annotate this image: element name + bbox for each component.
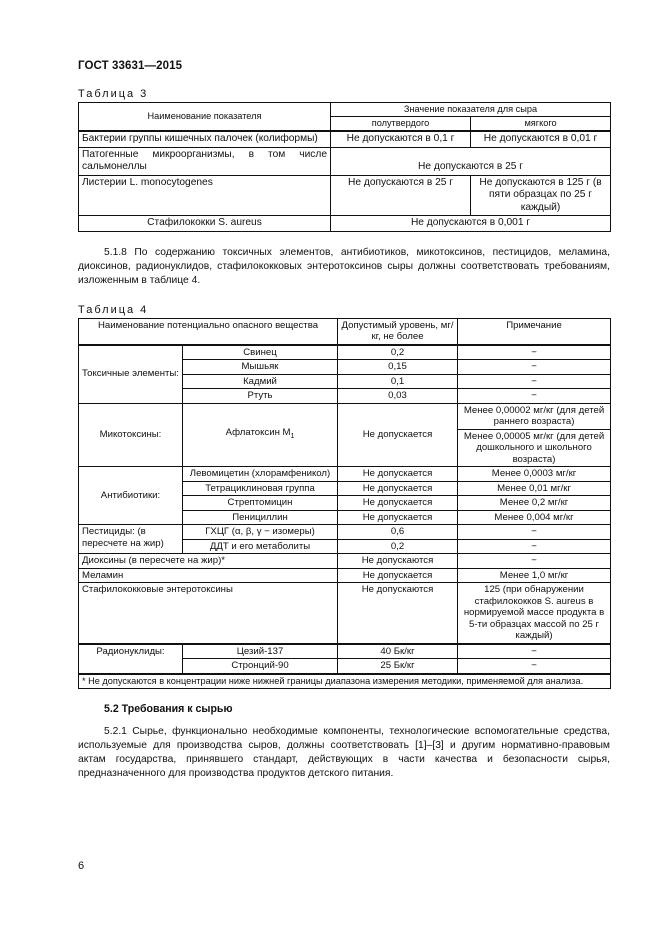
substance-note: − (458, 389, 611, 404)
substance-note: Менее 0,00002 мг/кг (для детей раннего возраста) (458, 403, 611, 429)
document-header: ГОСТ 33631—2015 (78, 60, 183, 72)
paragraph-5-1-8: 5.1.8 По содержанию токсичных элементов, антибиотиков, микотоксинов, пестицидов, меламина, диоксинов, радионуклидов, стафилококковых энтеротоксинов сыры должны соответствовать требованиям, изложенным в таблице 4. (78, 246, 610, 286)
substance-note: Менее 0,00005 мг/кг (для детей дошкольного и школьного возраста) (458, 429, 611, 467)
substance-level: 0,1 (338, 374, 458, 389)
substance-level: Не допускается (338, 467, 458, 482)
substance-note: 125 (при обнаружении стафилококков S. aureus в нормируемой массе продукта в 5-ти образцах массой по 25 г каждый) (458, 583, 611, 644)
substance-note: − (458, 659, 611, 674)
table3-row-soft: Не допускаются в 125 г (в пяти образцах по 25 г каждый) (471, 175, 611, 216)
table3-row-soft: Не допускаются в 0,01 г (471, 131, 611, 147)
table3-row-both: Не допускаются в 25 г (331, 147, 611, 175)
group-myco: Микотоксины: (79, 403, 183, 467)
substance-level: 0,2 (338, 345, 458, 360)
substance-level: Не допускается (338, 510, 458, 525)
substance-level: 25 Бк/кг (338, 659, 458, 674)
table3-caption: Таблица 3 (78, 88, 149, 100)
substance-name: Свинец (183, 345, 338, 360)
substance-level: Не допускается (338, 568, 458, 583)
table-row (79, 131, 611, 147)
page-number: 6 (78, 860, 85, 872)
substance-level: 0,03 (338, 389, 458, 404)
substance-level: Не допускаются (338, 554, 458, 569)
group-toxic: Токсичные элементы: (79, 345, 183, 404)
table4-caption: Таблица 4 (78, 303, 149, 316)
substance-note: − (458, 525, 611, 540)
table-row (79, 583, 611, 644)
table-row (79, 345, 611, 360)
substance-name: Меламин (79, 568, 338, 583)
substance-name: Стафилококковые энтеротоксины (79, 583, 338, 644)
table-row (79, 554, 611, 569)
table3-col-name: Наименование показателя (79, 103, 331, 132)
table4-col-note: Примечание (458, 318, 611, 345)
table-row (79, 216, 611, 232)
substance-note: Менее 0,2 мг/кг (458, 496, 611, 511)
substance-level: Не допускается (338, 496, 458, 511)
substance-note: Менее 1,0 мг/кг (458, 568, 611, 583)
substance-level: Не допускается (338, 481, 458, 496)
group-antibiotics: Антибиотики: (79, 467, 183, 525)
substance-note: − (458, 539, 611, 554)
table3-row-both: Не допускаются в 0,001 г (331, 216, 611, 232)
substance-note: Менее 0,01 мг/кг (458, 481, 611, 496)
substance-level: Не допускаются (338, 583, 458, 644)
table3-row-semi: Не допускаются в 25 г (331, 175, 471, 216)
substance-name: Пенициллин (183, 510, 338, 525)
substance-note: Менее 0,0003 мг/кг (458, 467, 611, 482)
table3-col-group: Значение показателя для сыра (331, 103, 611, 117)
section-title-5-2: 5.2 Требования к сырью (104, 702, 233, 715)
aflatoxin-subscript: 1 (290, 432, 295, 440)
table3 (78, 102, 611, 232)
substance-note: − (458, 374, 611, 389)
substance-level: Не допускается (338, 403, 458, 467)
substance-name: Цезий-137 (183, 644, 338, 659)
substance-name: ДДТ и его метаболиты (183, 539, 338, 554)
substance-level: 40 Бк/кг (338, 644, 458, 659)
substance-level: 0,15 (338, 360, 458, 375)
substance-name: Стрептомицин (183, 496, 338, 511)
substance-name: Кадмий (183, 374, 338, 389)
substance-name: ГХЦГ (α, β, γ − изомеры) (183, 525, 338, 540)
substance-note: − (458, 644, 611, 659)
table-row (79, 175, 611, 216)
substance-name: Стронций-90 (183, 659, 338, 674)
table-row (79, 147, 611, 175)
table4 (78, 318, 611, 689)
group-pesticides: Пестициды: (в пересчете на жир) (79, 525, 183, 554)
substance-note: − (458, 360, 611, 375)
table-row (79, 525, 611, 540)
table3-col-soft: мягкого (471, 117, 611, 132)
substance-name: Диоксины (в пересчете на жир)* (79, 554, 338, 569)
table3-row-name: Бактерии группы кишечных палочек (колиформы) (79, 131, 331, 147)
table4-col-name: Наименование потенциально опасного вещества (79, 318, 338, 345)
table3-row-name: Стафилококки S. aureus (79, 216, 331, 232)
table3-col-semi: полутвердого (331, 117, 471, 132)
table-row (79, 644, 611, 659)
substance-note: − (458, 554, 611, 569)
table-row (79, 467, 611, 482)
table4-col-level: Допустимый уровень, мг/кг, не более (338, 318, 458, 345)
substance-level: 0,6 (338, 525, 458, 540)
group-radionuclides: Радионуклиды: (79, 644, 183, 674)
substance-name: Ртуть (183, 389, 338, 404)
table3-row-name: Патогенные микроорганизмы, в том числе сальмонеллы (79, 147, 331, 175)
table-row (79, 403, 611, 429)
substance-name (183, 403, 338, 467)
substance-name: Мышьяк (183, 360, 338, 375)
document-page (78, 60, 610, 781)
substance-name: Левомицетин (хлорамфеникол) (183, 467, 338, 482)
table3-row-name: Листерии L. monocytogenes (79, 175, 331, 216)
paragraph-5-2-1: 5.2.1 Сырье, функционально необходимые компоненты, технологические вспомогательные средства, используемые для производства сыров, должны соответствовать [1]–[3] и другим нормативно-правовым актам государства, принявшего стандарт, действующих в части качества и безопасности сырья, предназначенного для производства продуктов детского питания. (78, 725, 610, 779)
table4-footnote: * Не допускаются в концентрации ниже нижней границы диапазона измерения методики, применяемой для анализа. (79, 674, 611, 689)
substance-note: Менее 0,004 мг/кг (458, 510, 611, 525)
substance-name: Тетрациклиновая группа (183, 481, 338, 496)
table3-row-semi: Не допускаются в 0,1 г (331, 131, 471, 147)
substance-level: 0,2 (338, 539, 458, 554)
substance-note: − (458, 345, 611, 360)
table-row (79, 568, 611, 583)
aflatoxin-label: Афлатоксин M (225, 427, 291, 439)
